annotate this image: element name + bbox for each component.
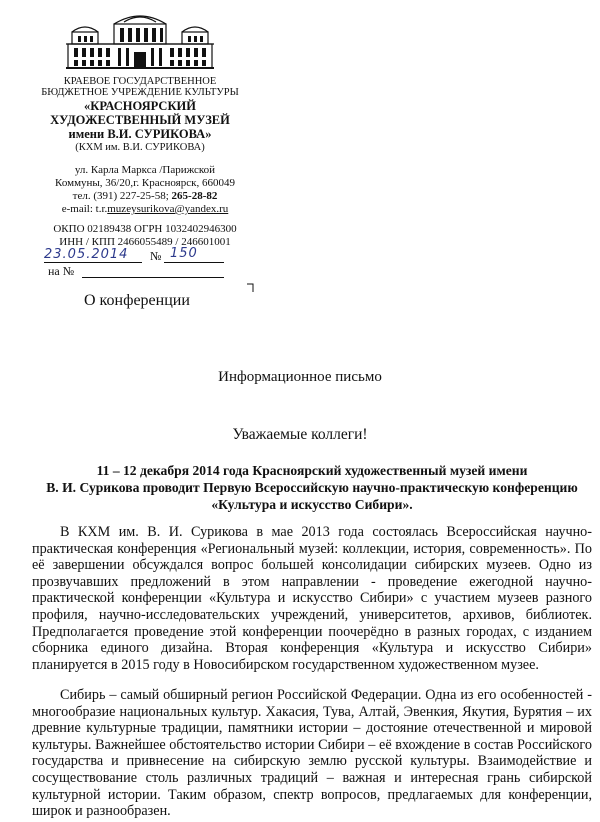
museum-building-logo: [64, 10, 216, 72]
letter-subject: О конференции: [84, 292, 190, 309]
paragraph-line: культуры. Важнейшее обстоятельство истории Сибири – её вхождение в состав Российского: [32, 736, 592, 753]
paragraph-line: Сибирь – самый обширный регион Российской Федерации. Одна из его особенностей -: [60, 687, 592, 703]
paragraph-line: широк и разнообразен.: [32, 803, 171, 820]
paragraph-line: Предполагается проведение этой конференции поочерёдно в разных городах, с изданием: [32, 623, 592, 640]
announcement-line3: «Культура и искусство Сибири».: [211, 497, 413, 512]
email-line: [40, 203, 250, 216]
email-prefix: e-mail: t.r.: [61, 203, 108, 215]
paragraph-siberia: [32, 687, 592, 820]
email-link[interactable]: muzeysurikova@yandex.ru: [107, 203, 229, 215]
date-underline: [44, 262, 142, 263]
paragraph-line: практическая конференция «Региональный музей: коллекции, история, современность». По: [32, 540, 592, 557]
address-line2: Коммуны, 36/20,г. Красноярск, 660049: [55, 177, 235, 189]
okpo-ogrn-line: ОКПО 02189438 ОГРН 1032402946300: [53, 223, 237, 235]
paragraph-line: сосуществование столь различных традиций – важная и интересная грань сибирской: [32, 769, 592, 786]
corner-mark-icon: [246, 283, 254, 293]
document-type-heading: Информационное письмо: [218, 369, 382, 385]
paragraph-line: прозвучавших предложений в этом направлении - проведение ежегодной научно-: [32, 573, 592, 590]
announcement-line2: В. И. Сурикова проводит Первую Всероссийскую научно-практическую конференцию: [46, 480, 578, 495]
number-sign: №: [150, 249, 162, 263]
paragraph-line: планируется в 2015 году в Новосибирском государственном художественном музее.: [32, 656, 539, 673]
paragraph-line: профиля, научно-исследовательских учреждений, университетов, архивов, библиотек.: [32, 606, 592, 623]
museum-name-line2: ХУДОЖЕСТВЕННЫЙ МУЗЕЙ: [50, 113, 230, 127]
inn-kpp-line: ИНН / КПП 2466055489 / 246601001: [59, 236, 231, 248]
paragraph-line: древние культурные традиции, памятники истории – достояние отечественной и мировой: [32, 720, 592, 737]
institution-type-line2: БЮДЖЕТНОЕ УЧРЕЖДЕНИЕ КУЛЬТУРЫ: [41, 87, 239, 98]
number-underline: [164, 262, 224, 263]
museum-name-line1: «КРАСНОЯРСКИЙ: [84, 99, 196, 113]
phone-line: [40, 190, 250, 203]
reference-underline: [82, 277, 224, 278]
salutation: Уважаемые коллеги!: [232, 426, 368, 443]
museum-name-line3: имени В.И. СУРИКОВА»: [68, 127, 212, 141]
paragraph-line: В КХМ им. В. И. Сурикова в мае 2013 года состоялась Всероссийская научно-: [60, 524, 592, 540]
paragraph-history: [32, 524, 592, 673]
phone-bold: 265-28-82: [171, 190, 218, 202]
paragraph-line: многообразие национальных культур. Хакасия, Тува, Алтай, Эвенкия, Якутия, Бурятия – их: [32, 703, 592, 720]
paragraph-line: сборника единого дизайна. Вторая конференция «Культура и искусство Сибири»: [32, 640, 592, 657]
address-line1: ул. Карла Маркса /Парижской: [74, 164, 216, 176]
reference-label: на №: [48, 264, 75, 278]
institution-type-line1: КРАЕВОЕ ГОСУДАРСТВЕННОЕ: [63, 76, 217, 87]
paragraph-line: культурной истории. Таким образом, спектр вопросов, предлагаемых для конференции,: [32, 786, 592, 803]
paragraph-line: её завершении обсуждался вопрос большей консолидации сибирских музеев. Одно из: [32, 557, 592, 574]
museum-abbreviation: (КХМ им. В.И. СУРИКОВА): [75, 142, 205, 153]
paragraph-line: практической конференции «Культура и искусство Сибири» с участием музеев разного: [32, 590, 592, 607]
announcement-line1: 11 – 12 декабря 2014 года Красноярский художественный музей имени: [96, 463, 528, 478]
handwritten-date: 23.05.2014: [44, 247, 129, 262]
paragraph-line: государства и привнесение на сибирскую землю русской культуры. Взаимодействие и: [32, 753, 592, 770]
handwritten-number: 150: [170, 246, 198, 261]
phone-prefix: тел. (391) 227-25-58;: [72, 190, 172, 202]
